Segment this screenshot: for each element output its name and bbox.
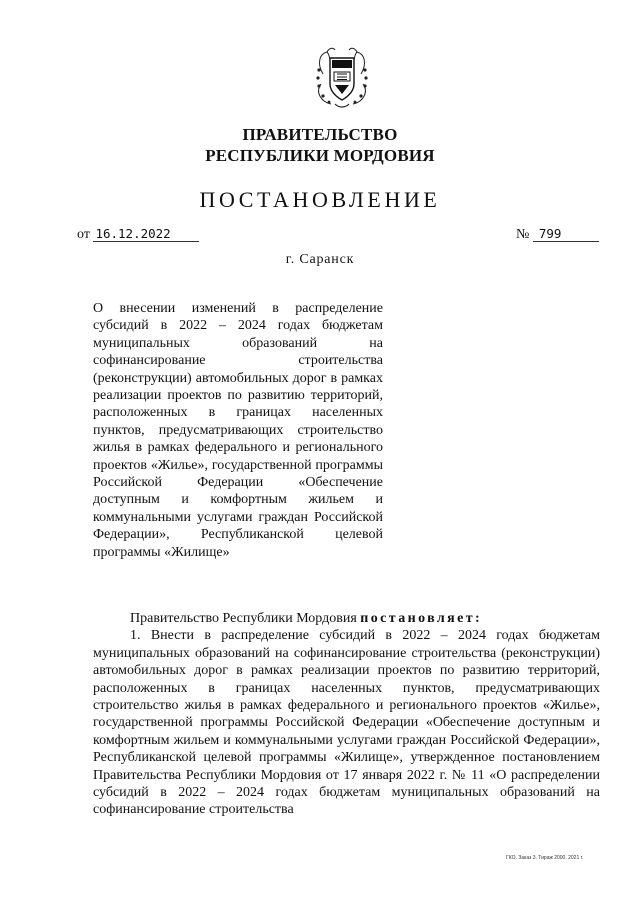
document-subject: О внесении изменений в распределение субсидий в 2022 – 2024 годах бюджетам муниципальных образований на софинансирование строительства (реконструкции) автомобильных дорог в рамках реализации проектов по развитию территорий, расположенных в границах населенных пунктов, предусматривающих строительство жилья в рамках федерального и регионального проектов «Жилье», государственной программы Российской Федерации «Обеспечение доступным и комфортным жильем и коммунальными услугами граждан Российской Федерации», Республиканской целевой программы «Жилище» — [93, 301, 383, 560]
intro-paragraph — [93, 610, 600, 627]
date-value: 16.12.2022 — [93, 226, 199, 242]
government-name-line1: ПРАВИТЕЛЬСТВО — [242, 125, 398, 144]
date-field — [77, 226, 199, 243]
number-value: 799 — [533, 226, 599, 242]
intro-decree-word: постановляет: — [360, 611, 483, 626]
clause-1-paragraph: 1. Внести в распределение субсидий в 2022 – 2024 годах бюджетам муниципальных образований на софинансирование строительства (реконструкции) автомобильных дорог в рамках реализации проектов по развитию территорий, расположенных в границах населенных пунктов, предусматривающих строительство жилья в рамках федерального и регионального проектов «Жилье», государственной программы Российской Федерации «Обеспечение доступным и комфортным жильем и коммунальными услугами граждан Российской Федерации», Республиканской целевой программы «Жилище», утвержденное постановлением Правительства Республики Мордовия от 17 января 2022 г. № 11 «О распределении субсидий в 2022 – 2024 годах бюджетам муниципальных образований на софинансирование строительства — [93, 628, 600, 818]
coat-of-arms-icon — [313, 44, 371, 110]
document-body — [93, 610, 600, 819]
document-type-title: ПОСТАНОВЛЕНИЕ — [199, 187, 441, 212]
number-prefix: № — [516, 227, 530, 242]
number-field — [516, 226, 599, 243]
date-prefix: от — [77, 227, 90, 242]
print-mark: ГКО. Заказ 3. Тираж 2000. 2021 г. — [506, 855, 584, 861]
intro-text: Правительство Республики Мордовия — [130, 611, 361, 626]
government-name-line2: РЕСПУБЛИКИ МОРДОВИЯ — [205, 146, 435, 165]
city-label: г. Саранск — [285, 252, 355, 267]
